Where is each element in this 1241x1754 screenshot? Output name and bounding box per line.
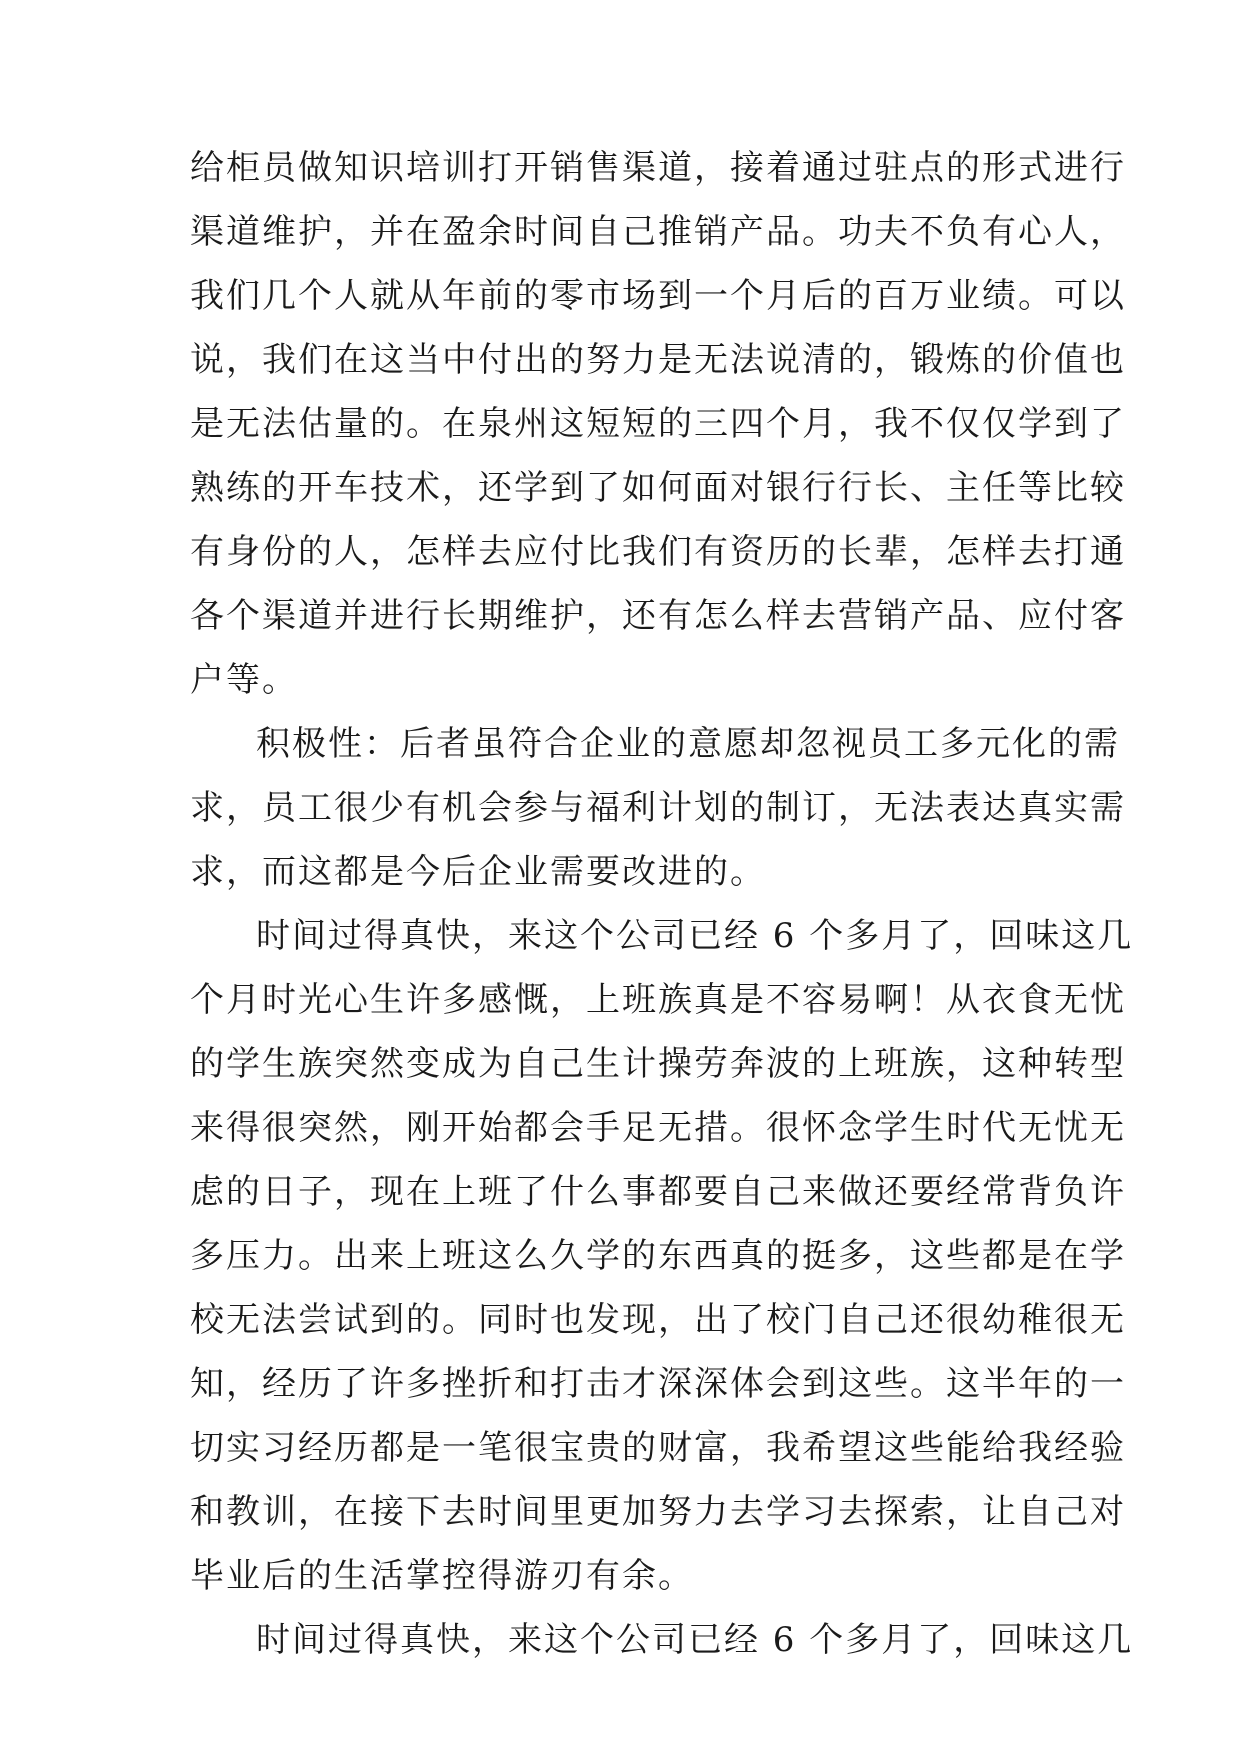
text-line: 虑的日子，现在上班了什么事都要自己来做还要经常背负许 (190, 1172, 1126, 1212)
text-line: 求，员工很少有机会参与福利计划的制订，无法表达真实需 (190, 788, 1126, 828)
text-line: 多压力。出来上班这么久学的东西真的挺多，这些都是在学 (190, 1236, 1126, 1276)
text-line: 户等。 (190, 660, 298, 700)
text-line: 个月时光心生许多感慨，上班族真是不容易啊！从衣食无忧 (190, 980, 1126, 1020)
paragraph-first-line: 积极性：后者虽符合企业的意愿却忽视员工多元化的需 (256, 724, 1120, 764)
text-line: 我们几个人就从年前的零市场到一个月后的百万业绩。可以 (190, 276, 1126, 316)
text-line: 和教训，在接下去时间里更加努力去学习去探索，让自己对 (190, 1492, 1126, 1532)
text-line: 知，经历了许多挫折和打击才深深体会到这些。这半年的一 (190, 1364, 1126, 1404)
text-line: 的学生族突然变成为自己生计操劳奔波的上班族，这种转型 (190, 1044, 1126, 1084)
text-line: 熟练的开车技术，还学到了如何面对银行行长、主任等比较 (190, 468, 1126, 508)
text-line: 来得很突然，刚开始都会手足无措。很怀念学生时代无忧无 (190, 1108, 1126, 1148)
text-line: 是无法估量的。在泉州这短短的三四个月，我不仅仅学到了 (190, 404, 1126, 444)
text-line: 毕业后的生活掌控得游刃有余。 (190, 1556, 694, 1596)
paragraph-first-line: 时间过得真快，来这个公司已经 6 个多月了，回味这几 (256, 1620, 1134, 1660)
text-line: 求，而这都是今后企业需要改进的。 (190, 852, 766, 892)
text-line: 各个渠道并进行长期维护，还有怎么样去营销产品、应付客 (190, 596, 1126, 636)
text-line: 给柜员做知识培训打开销售渠道，接着通过驻点的形式进行 (190, 148, 1126, 188)
text-line: 有身份的人，怎样去应付比我们有资历的长辈，怎样去打通 (190, 532, 1126, 572)
text-line: 说，我们在这当中付出的努力是无法说清的，锻炼的价值也 (190, 340, 1126, 380)
text-line: 切实习经历都是一笔很宝贵的财富，我希望这些能给我经验 (190, 1428, 1126, 1468)
paragraph-first-line: 时间过得真快，来这个公司已经 6 个多月了，回味这几 (256, 916, 1134, 956)
text-line: 渠道维护，并在盈余时间自己推销产品。功夫不负有心人， (190, 212, 1126, 252)
text-line: 校无法尝试到的。同时也发现，出了校门自己还很幼稚很无 (190, 1300, 1126, 1340)
